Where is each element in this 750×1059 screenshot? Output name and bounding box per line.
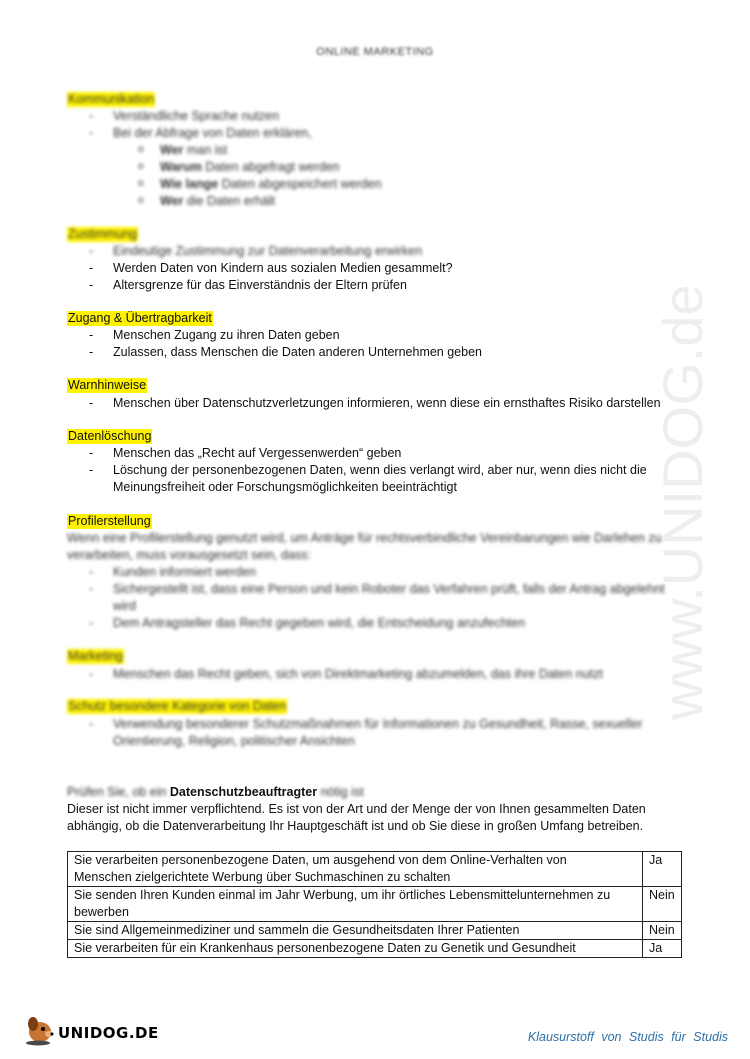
dash: -	[89, 278, 94, 292]
list-item: Werden Daten von Kindern aus sozialen Medien gesammelt?	[113, 261, 453, 275]
list-item: Menschen über Datenschutzverletzungen informieren, wenn diese ein ernsthaftes Risiko darstellen	[113, 396, 661, 410]
heading-marketing: Marketing	[68, 649, 123, 663]
table-cell-question: Sie sind Allgemeinmediziner und sammeln die Gesundheitsdaten Ihrer Patienten	[68, 922, 643, 940]
list-item: Verwendung besonderer Schutzmaßnahmen für Informationen zu Gesundheit, Rasse, sexueller	[113, 717, 643, 731]
sub-item: Warum Daten abgefragt werden	[160, 160, 340, 174]
heading-zugang: Zugang & Übertragbarkeit	[68, 311, 212, 325]
dash: -	[89, 463, 94, 477]
list-item: Dem Antragsteller das Recht gegeben wird, die Entscheidung anzufechten	[113, 616, 526, 630]
dash: -	[89, 717, 94, 731]
dsb-paragraph: Dieser ist nicht immer verpflichtend. Es ist von der Art und der Menge der von Ihnen gesammelten Daten	[67, 802, 646, 816]
table-row	[68, 940, 682, 958]
circle-bullet-icon: o	[138, 144, 144, 155]
heading-warnhinweise: Warnhinweise	[68, 378, 147, 392]
table-row	[68, 922, 682, 940]
list-item-continuation: wird	[113, 599, 136, 613]
table-row	[68, 852, 682, 887]
list-item: Menschen Zugang zu ihren Daten geben	[113, 328, 340, 342]
watermark: www.UNIDOG.de	[651, 284, 714, 720]
list-item: Eindeutige Zustimmung zur Datenverarbeitung erwirken	[113, 244, 423, 258]
list-item: Sichergestellt ist, dass eine Person und kein Roboter das Verfahren prüft, falls der Antrag abgelehnt	[113, 582, 665, 596]
list-item: Kunden informiert werden	[113, 565, 257, 579]
dash: -	[89, 109, 94, 123]
heading-profilerstellung: Profilerstellung	[68, 514, 151, 528]
dash: -	[89, 616, 94, 630]
circle-bullet-icon: o	[138, 178, 144, 189]
table-cell-answer: Ja	[643, 852, 682, 887]
table-cell-answer: Ja	[643, 940, 682, 958]
dash: -	[89, 565, 94, 579]
table-cell-answer: Nein	[643, 887, 682, 922]
dash: -	[89, 345, 94, 359]
dsb-line: Prüfen Sie, ob ein Datenschutzbeauftragter nötig ist	[67, 785, 364, 799]
sub-item: Wer die Daten erhält	[160, 194, 276, 208]
table-cell-question: Sie verarbeiten für ein Krankenhaus personenbezogene Daten zu Genetik und Gesundheit	[68, 940, 643, 958]
dash: -	[89, 446, 94, 460]
table-cell-question: Sie verarbeiten personenbezogene Daten, um ausgehend von dem Online-Verhalten von Menschen zielgerichtete Werbung über Suchmaschinen zu schalten	[68, 852, 643, 887]
circle-bullet-icon: o	[138, 195, 144, 206]
sub-item: Wer man ist	[160, 143, 228, 157]
dash: -	[89, 582, 94, 596]
list-item: Zulassen, dass Menschen die Daten anderen Unternehmen geben	[113, 345, 482, 359]
heading-zustimmung: Zustimmung	[68, 227, 137, 241]
dash: -	[89, 667, 94, 681]
list-item-continuation: Orientierung, Religion, politischer Ansichten	[113, 734, 355, 748]
list-item: Menschen das Recht geben, sich von Direktmarketing abzumelden, das ihre Daten nutzt	[113, 667, 603, 681]
page-title: ONLINE MARKETING	[316, 46, 434, 58]
paragraph: Wenn eine Profilerstellung genutzt wird, um Anträge für rechtsverbindliche Vereinbarungen wie Darlehen zu	[67, 531, 662, 545]
logo-text: UNIDOG.DE	[58, 1024, 159, 1042]
dash: -	[89, 396, 94, 410]
heading-schutz: Schutz besondere Kategorie von Daten	[68, 699, 287, 713]
circle-bullet-icon: o	[138, 161, 144, 172]
check-table	[67, 851, 682, 958]
heading-kommunikation: Kommunikation	[68, 92, 155, 106]
table-row	[68, 887, 682, 922]
list-item: Löschung der personenbezogenen Daten, wenn dies verlangt wird, aber nur, wenn dies nicht die	[113, 463, 647, 477]
list-item: Altersgrenze für das Einverständnis der Eltern prüfen	[113, 278, 407, 292]
list-item: Menschen das „Recht auf Vergessenwerden“ geben	[113, 446, 402, 460]
footer-slogan: Klausurstoff von Studis für Studis	[527, 1030, 728, 1044]
list-item: Verständliche Sprache nutzen	[113, 109, 280, 123]
heading-datenloeschung: Datenlöschung	[68, 429, 152, 443]
dash: -	[89, 328, 94, 342]
paragraph: verarbeiten, muss vorausgesetzt sein, dass:	[67, 548, 311, 562]
table-cell-question: Sie senden Ihren Kunden einmal im Jahr Werbung, um ihr örtliches Lebensmittelunternehmen zu bewerben	[68, 887, 643, 922]
table-cell-answer: Nein	[643, 922, 682, 940]
dsb-paragraph: abhängig, ob die Datenverarbeitung Ihr Hauptgeschäft ist und ob Sie diese in großen Umfang betreiben.	[67, 819, 644, 833]
sub-item: Wie lange Daten abgespeichert werden	[160, 177, 382, 191]
dash: -	[89, 261, 94, 275]
dash: -	[89, 244, 94, 258]
list-item: Bei der Abfrage von Daten erklären,	[113, 126, 312, 140]
dash: -	[89, 126, 94, 140]
list-item-continuation: Meinungsfreiheit oder Forschungsmöglichkeiten beeinträchtigt	[113, 480, 457, 494]
